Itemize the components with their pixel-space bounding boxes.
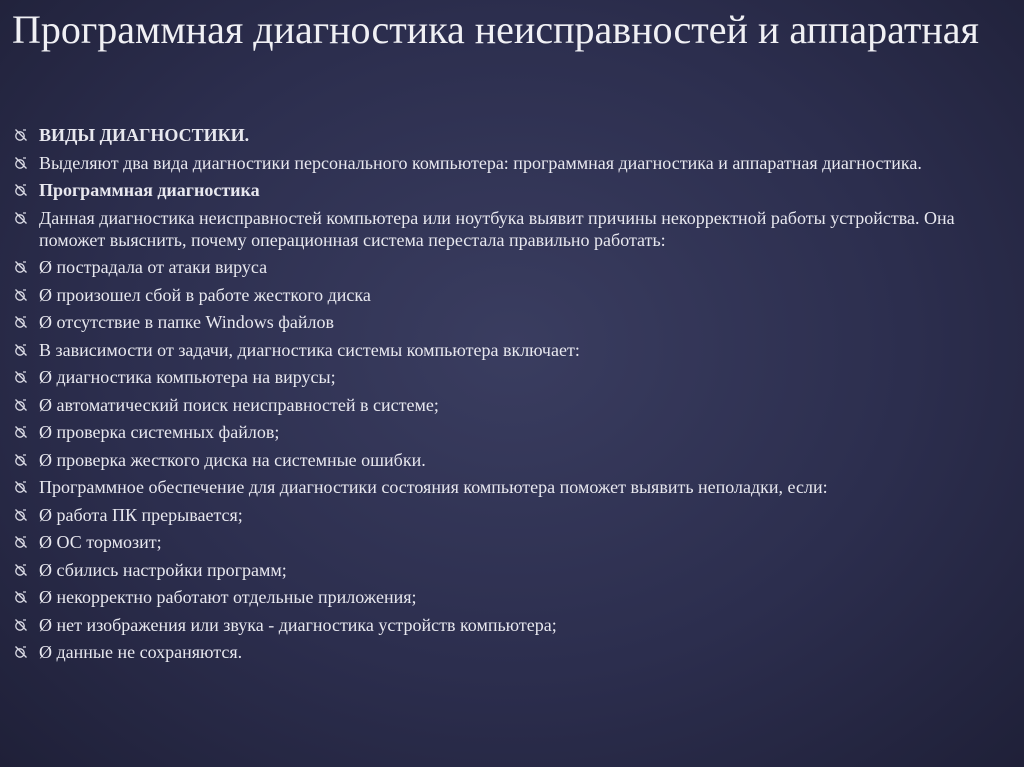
bullet-item <box>14 256 1004 278</box>
crossed-circle-bullet-icon <box>14 211 28 225</box>
bullet-item <box>14 124 1004 146</box>
bullet-item <box>14 394 1004 416</box>
bullet-item <box>14 641 1004 663</box>
crossed-circle-bullet-icon <box>14 535 28 549</box>
bullet-text: Данная диагностика неисправностей компьютера или ноутбука выявит причины некорректной работы устройства. Она поможет выяснить, почему операционная система перестала правильно работать: <box>39 207 955 250</box>
bullet-text: Ø проверка системных файлов; <box>39 422 280 442</box>
crossed-circle-bullet-icon <box>14 480 28 494</box>
crossed-circle-bullet-icon <box>14 645 28 659</box>
bullet-text: Ø проверка жесткого диска на системные ошибки. <box>39 449 426 470</box>
bullet-text: Программное обеспечение для диагностики состояния компьютера поможет выявить неполадки, если: <box>39 477 828 497</box>
bullet-item <box>14 531 1004 553</box>
bullet-text: Ø некорректно работают отдельные приложения; <box>39 587 417 607</box>
bullet-text: Программная диагностика <box>39 180 260 200</box>
crossed-circle-bullet-icon <box>14 398 28 412</box>
bullet-text: Ø отсутствие в папке Windows файлов <box>39 312 335 332</box>
bullet-text: Ø данные не сохраняются. <box>39 642 243 662</box>
crossed-circle-bullet-icon <box>14 288 28 302</box>
bullet-text: Ø диагностика компьютера на вирусы; <box>39 367 336 387</box>
crossed-circle-bullet-icon <box>14 315 28 329</box>
bullet-text: Ø сбились настройки программ; <box>39 559 287 580</box>
crossed-circle-bullet-icon <box>14 453 28 467</box>
bullet-text: В зависимости от задачи, диагностика системы компьютера включает: <box>39 339 580 360</box>
crossed-circle-bullet-icon <box>14 563 28 577</box>
bullet-text: Ø нет изображения или звука - диагностика устройств компьютера; <box>39 614 557 635</box>
bullet-item <box>14 284 1004 306</box>
crossed-circle-bullet-icon <box>14 156 28 170</box>
bullet-text: Ø ОС тормозит; <box>39 532 162 552</box>
bullet-item <box>14 476 1004 498</box>
bullet-item <box>14 311 1004 333</box>
bullet-item <box>14 179 1004 201</box>
bullet-text: Ø произошел сбой в работе жесткого диска <box>39 284 371 305</box>
bullet-item <box>14 504 1004 526</box>
crossed-circle-bullet-icon <box>14 508 28 522</box>
crossed-circle-bullet-icon <box>14 128 28 142</box>
bullet-text: Ø автоматический поиск неисправностей в системе; <box>39 394 439 415</box>
bullet-item <box>14 449 1004 471</box>
crossed-circle-bullet-icon <box>14 590 28 604</box>
bullet-list <box>14 124 1004 669</box>
bullet-item <box>14 339 1004 361</box>
bullet-item <box>14 614 1004 636</box>
bullet-item <box>14 586 1004 608</box>
crossed-circle-bullet-icon <box>14 183 28 197</box>
crossed-circle-bullet-icon <box>14 370 28 384</box>
bullet-item <box>14 421 1004 443</box>
bullet-text: Ø пострадала от атаки вируса <box>39 257 268 277</box>
crossed-circle-bullet-icon <box>14 343 28 357</box>
crossed-circle-bullet-icon <box>14 260 28 274</box>
crossed-circle-bullet-icon <box>14 425 28 439</box>
bullet-item <box>14 559 1004 581</box>
bullet-item <box>14 152 1004 174</box>
bullet-item <box>14 366 1004 388</box>
bullet-item <box>14 207 1004 251</box>
bullet-text: Ø работа ПК прерывается; <box>39 504 243 525</box>
bullet-text: Выделяют два вида диагностики персонального компьютера: программная диагностика и аппаратная диагностика. <box>39 152 922 173</box>
crossed-circle-bullet-icon <box>14 618 28 632</box>
bullet-text: ВИДЫ ДИАГНОСТИКИ. <box>39 125 250 145</box>
slide-title: Программная диагностика неисправностей и аппаратная <box>12 7 979 52</box>
